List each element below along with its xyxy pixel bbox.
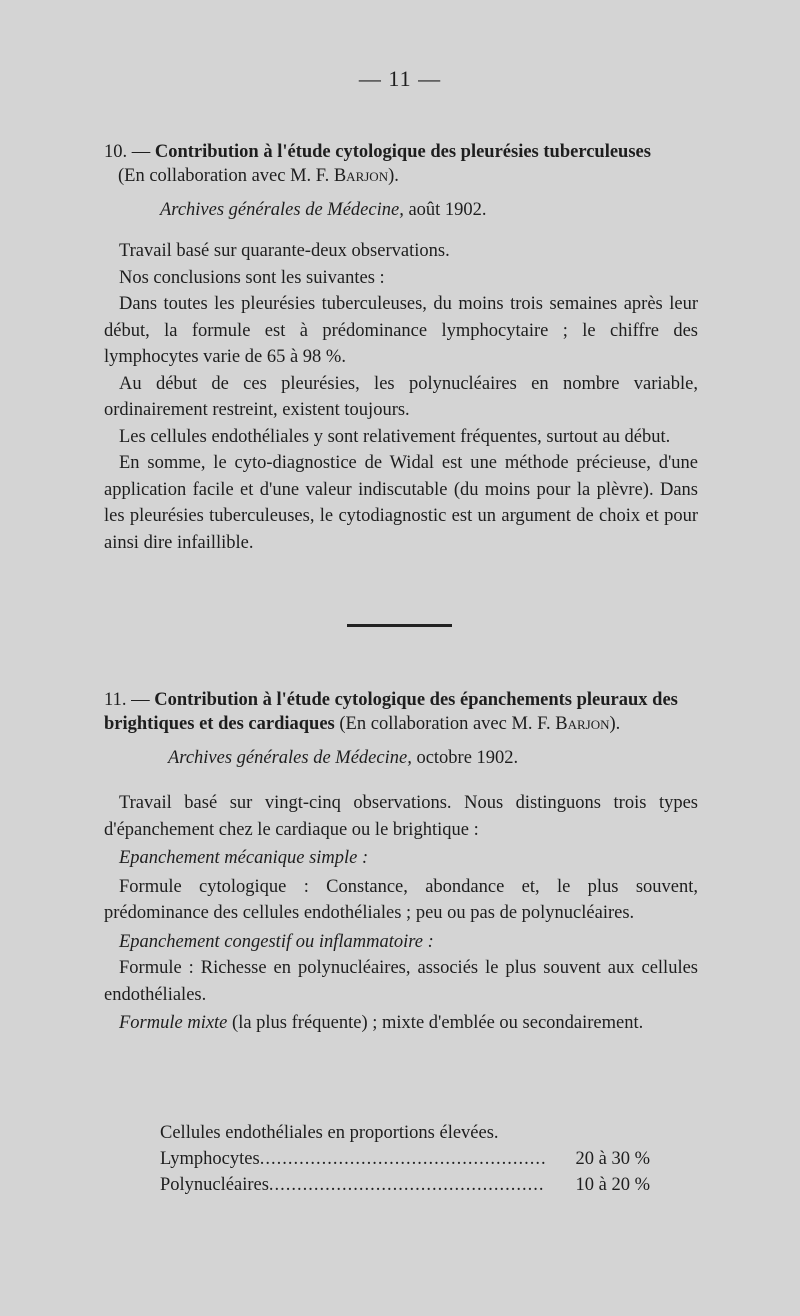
row-value: 20 à 30 % (575, 1149, 650, 1169)
entry-10-paragraph: En somme, le cyto-diagnostice de Widal est une méthode précieuse, d'une application facile et d'une valeur indiscutable (du moins pour la plèvre). Dans les pleurésies tuberculeuses, le cytodiagnostic est un argument de choix et pour ainsi dire infaillible. (104, 453, 698, 553)
entry-11-heading (104, 688, 700, 736)
entry-11-paragraph: Formule cytologique : Constance, abondance et, le plus souvent, prédominance des cellules endothéliales ; peu ou pas de polynucléaires. (104, 876, 698, 923)
entry-11-mixed-formula (104, 1010, 698, 1037)
row-label: Polynucléaires (160, 1175, 269, 1195)
entry-11-subheading-1-wrap (104, 845, 698, 872)
entry-10-paragraph: Dans toutes les pleurésies tuberculeuses, du moins trois semaines après leur début, la formule est à prédominance lymphocytaire ; le chiffre des lymphocytes varie de 65 à 98 %. (104, 294, 698, 367)
entry-11-date: octobre 1902. (416, 748, 519, 768)
entry-11-subheading-2-wrap (104, 929, 698, 956)
row-label: Lymphocytes (160, 1149, 260, 1169)
table-row (160, 1172, 680, 1198)
table-title: Cellules endothéliales en proportions élevées. (160, 1123, 499, 1143)
section-divider (347, 624, 452, 627)
entry-10-paragraph: Les cellules endothéliales y sont relativement fréquentes, surtout au début. (119, 426, 671, 447)
entry-11-journal: Archives générales de Médecine, (168, 748, 412, 768)
entry-11-collab-name: Barjon (555, 714, 610, 734)
entry-11-paragraph: Travail basé sur vingt-cinq observations. Nous distinguons trois types d'épanchement chez le cardiaque ou le brightique : (104, 793, 698, 840)
entry-11-number: 11. — (104, 690, 150, 710)
entry-10-collab-end: ). (388, 166, 399, 186)
entry-11-paragraph: Formule : Richesse en polynucléaires, associés le plus souvent aux cellules endothéliales. (104, 958, 698, 1005)
entry-11-subheading-2: Epanchement congestif ou inflammatoire : (119, 931, 434, 952)
entry-11-collab-end: ). (609, 714, 621, 734)
row-value: 10 à 20 % (575, 1175, 650, 1195)
dot-leader (269, 1172, 545, 1198)
entry-10-paragraph: Travail basé sur quarante-deux observations. (119, 241, 450, 261)
cell-proportion-table (160, 1120, 680, 1198)
page-number: — 11 — (358, 66, 442, 91)
table-row (160, 1146, 680, 1172)
entry-10-body (104, 238, 698, 556)
entry-10-collab-name: Barjon (333, 166, 389, 186)
entry-10-paragraph: Nos conclusions sont les suivantes : (119, 267, 385, 288)
entry-10-paragraph: Au début de ces pleurésies, les polynucléaires en nombre variable, ordinairement restreint, existent toujours. (104, 373, 698, 420)
entry-10-heading (104, 140, 704, 188)
dot-leader (260, 1146, 545, 1172)
entry-10-date: août 1902. (408, 200, 487, 220)
entry-11-collab: (En collaboration avec M. F. (339, 714, 551, 734)
entry-10-journal: Archives générales de Médecine, (160, 200, 404, 220)
entry-11-subheading-1: Epanchement mécanique simple : (119, 848, 369, 868)
entry-11-paragraph: (la plus fréquente) ; mixte d'emblée ou secondairement. (232, 1013, 644, 1033)
entry-11-body (104, 790, 698, 1037)
entry-10-collab: (En collaboration avec M. F. (118, 166, 330, 186)
entry-11-subheading-3: Formule mixte (119, 1013, 228, 1033)
entry-11-source (168, 748, 518, 769)
entry-11-title: Contribution à l'étude cytologique des épanchements pleuraux des brightiques et des cardiaques (104, 690, 678, 734)
entry-10-title: Contribution à l'étude cytologique des pleurésies tuberculeuses (154, 142, 651, 162)
entry-10-source (160, 200, 487, 221)
entry-10-number: 10. — (104, 142, 151, 162)
